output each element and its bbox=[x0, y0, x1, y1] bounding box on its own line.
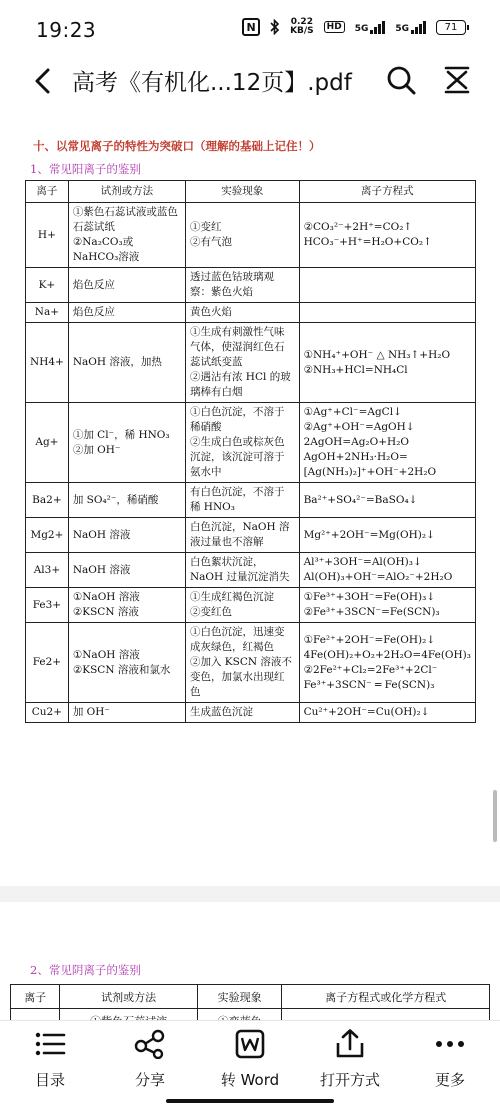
subsection-heading-cations: 1、常见阳离子的鉴别 bbox=[30, 162, 141, 176]
equation-line: ②Fe³⁺+3SCN⁻=Fe(SCN)₃ bbox=[303, 606, 440, 618]
ion-cell: Mg2+ bbox=[26, 518, 69, 553]
phenomenon-cell bbox=[185, 323, 299, 403]
equation-line: ②NH₃+HCl=NH₄Cl bbox=[303, 363, 408, 376]
header-equation: 离子方程式或化学方程式 bbox=[282, 985, 490, 1009]
search-icon[interactable] bbox=[385, 64, 417, 96]
reagent-line: ①NaOH 溶液 bbox=[72, 648, 140, 661]
phenomenon-cell bbox=[185, 518, 299, 553]
toolbar-label: 分享 bbox=[134, 1071, 165, 1089]
phenomenon-line: ②加入 KSCN 溶液不变色，加氯水出现红色 bbox=[189, 656, 292, 698]
phenomenon-line: 黄色火焰 bbox=[189, 306, 232, 318]
equation-line: ②2Fe²⁺+Cl₂=2Fe³⁺+2Cl⁻ bbox=[303, 663, 438, 676]
cation-table bbox=[25, 180, 476, 723]
toolbar-open-with-button[interactable] bbox=[310, 1029, 390, 1090]
reagent-line: 加 SO₄²⁻，稀硝酸 bbox=[72, 493, 159, 506]
toolbar-label: 转 Word bbox=[220, 1071, 280, 1089]
equation-cell bbox=[299, 403, 475, 483]
pdf-page-1[interactable] bbox=[0, 106, 500, 886]
equation-line: 4Fe(OH)₂+O₂+2H₂O=4Fe(OH)₃ bbox=[303, 648, 471, 661]
status-time: 19:23 bbox=[36, 18, 97, 42]
word-icon bbox=[234, 1029, 266, 1059]
phenomenon-cell bbox=[185, 203, 299, 268]
section-heading: 十、以常见离子的特性为突破口（理解的基础上记住！） bbox=[33, 139, 321, 153]
reagent-line: 焰色反应 bbox=[72, 278, 115, 291]
equation-line: ①Ag⁺+Cl⁻=AgCl↓ bbox=[303, 406, 402, 418]
ion-cell: Ag+ bbox=[26, 403, 69, 483]
back-icon[interactable] bbox=[30, 64, 58, 98]
subsection-heading-anions: 2、常见阴离子的鉴别 bbox=[30, 963, 141, 977]
reagent-line: NaOH 溶液 bbox=[72, 528, 131, 541]
equation-line: HCO₃⁻+H⁺=H₂O+CO₂↑ bbox=[303, 236, 432, 248]
reagent-line: ①紫色石蕊试液或蓝色石蕊试纸 bbox=[72, 206, 178, 233]
table-row bbox=[26, 553, 476, 588]
equation-cell bbox=[299, 203, 475, 268]
equation-line: ①Fe³⁺+3OH⁻=Fe(OH)₃↓ bbox=[303, 591, 436, 603]
more-icon bbox=[434, 1029, 466, 1059]
phenomenon-cell bbox=[185, 553, 299, 588]
phenomenon-line: 有白色沉淀，不溶于稀 HNO₃ bbox=[189, 486, 285, 513]
status-icons bbox=[242, 18, 466, 36]
phenomenon-line: ①生成有刺激性气味气体，使湿润红色石蕊试纸变蓝 bbox=[189, 326, 285, 368]
reagent-line: NaOH 溶液 bbox=[72, 563, 131, 576]
ion-cell: Fe2+ bbox=[26, 623, 69, 703]
hd-icon: HD bbox=[324, 21, 345, 33]
home-indicator[interactable] bbox=[166, 1099, 334, 1103]
phenomenon-line: 白色沉淀，NaOH 溶液过量也不溶解 bbox=[189, 521, 290, 548]
title-bar bbox=[0, 56, 500, 106]
equation-line: ①NH₄⁺+OH⁻ △ NH₃↑+H₂O bbox=[303, 348, 451, 361]
phenomenon-line: 生成蓝色沉淀 bbox=[189, 706, 253, 718]
equation-line: Fe³⁺+3SCN⁻ ═ Fe(SCN)₃ bbox=[303, 678, 435, 691]
toolbar-toc-button[interactable] bbox=[10, 1029, 90, 1090]
equation-line: Al(OH)₃+OH⁻=AlO₂⁻+2H₂O bbox=[303, 571, 453, 583]
table-row bbox=[26, 403, 476, 483]
list-icon bbox=[34, 1029, 66, 1059]
signal-icon-1: 5G bbox=[355, 21, 386, 34]
table-row bbox=[26, 323, 476, 403]
equation-line: AgOH+2NH₃·H₂O= bbox=[303, 451, 408, 463]
ion-cell: NH4+ bbox=[26, 323, 69, 403]
equation-line: [Ag(NH₃)₂]⁺+OH⁻+2H₂O bbox=[303, 466, 437, 478]
phenomenon-line: ①白色沉淀，不溶于稀硝酸 bbox=[189, 406, 285, 433]
toolbar-to-word-button[interactable] bbox=[210, 1029, 290, 1090]
fullscreen-icon[interactable] bbox=[442, 64, 472, 96]
header-reagent: 试剂或方法 bbox=[68, 181, 185, 203]
equation-cell bbox=[299, 483, 475, 518]
reagent-cell bbox=[68, 303, 185, 323]
equation-cell bbox=[299, 323, 475, 403]
network-speed: 0.22 KB/S bbox=[290, 17, 314, 36]
table-row bbox=[26, 483, 476, 518]
phenomenon-line: ②遇沾有浓 HCl 的玻璃棒有白烟 bbox=[189, 371, 291, 398]
equation-line: 2AgOH=Ag₂O+H₂O bbox=[303, 436, 410, 448]
ion-cell: Fe3+ bbox=[26, 588, 69, 623]
toolbar-label: 打开方式 bbox=[319, 1071, 380, 1089]
table-header-row bbox=[26, 181, 476, 203]
reagent-cell bbox=[68, 323, 185, 403]
equation-line: Al³⁺+3OH⁻=Al(OH)₃↓ bbox=[303, 556, 422, 568]
reagent-line: ②KSCN 溶液 bbox=[72, 606, 139, 618]
bluetooth-icon bbox=[270, 19, 280, 35]
signal-icon-2: 5G bbox=[395, 21, 426, 34]
phenomenon-cell bbox=[185, 268, 299, 303]
header-phenomenon: 实验现象 bbox=[185, 181, 299, 203]
toolbar-label: 更多 bbox=[434, 1071, 465, 1089]
reagent-cell bbox=[68, 268, 185, 303]
reagent-line: ②KSCN 溶液和氯水 bbox=[72, 663, 171, 676]
reagent-line: 加 OH⁻ bbox=[72, 706, 110, 718]
header-ion: 离子 bbox=[26, 181, 69, 203]
open-with-icon bbox=[334, 1029, 366, 1059]
phenomenon-cell bbox=[185, 588, 299, 623]
equation-line: Cu²⁺+2OH⁻=Cu(OH)₂↓ bbox=[303, 706, 430, 718]
table-row bbox=[26, 623, 476, 703]
equation-cell bbox=[299, 268, 475, 303]
phenomenon-cell bbox=[185, 483, 299, 518]
reagent-cell bbox=[68, 203, 185, 268]
phenomenon-cell bbox=[185, 403, 299, 483]
scrollbar[interactable] bbox=[493, 790, 497, 842]
ion-cell: Al3+ bbox=[26, 553, 69, 588]
phenomenon-cell bbox=[185, 623, 299, 703]
status-bar bbox=[0, 0, 500, 56]
equation-line: Mg²⁺+2OH⁻=Mg(OH)₂↓ bbox=[303, 528, 435, 541]
ion-cell: Cu2+ bbox=[26, 703, 69, 723]
ion-cell: H+ bbox=[26, 203, 69, 268]
phenomenon-line: 白色絮状沉淀， NaOH 过量沉淀消失 bbox=[189, 556, 290, 583]
header-equation: 离子方程式 bbox=[299, 181, 475, 203]
table-row bbox=[26, 703, 476, 723]
equation-line: ②CO₃²⁻+2H⁺=CO₂↑ bbox=[303, 221, 413, 233]
phenomenon-cell bbox=[185, 703, 299, 723]
ion-cell: Na+ bbox=[26, 303, 69, 323]
reagent-line: ②加 OH⁻ bbox=[72, 443, 121, 456]
nfc-icon: N bbox=[242, 18, 260, 36]
header-phenomenon: 实验现象 bbox=[197, 985, 282, 1009]
equation-cell bbox=[299, 623, 475, 703]
battery-icon: 71 bbox=[436, 20, 466, 35]
equation-cell bbox=[299, 553, 475, 588]
reagent-line: 焰色反应 bbox=[72, 306, 115, 318]
reagent-cell bbox=[68, 553, 185, 588]
equation-line: ②Ag⁺+OH⁻=AgOH↓ bbox=[303, 421, 415, 433]
phenomenon-line: ②生成白色或棕灰色沉淀，该沉淀可溶于氨水中 bbox=[189, 436, 285, 478]
reagent-cell bbox=[68, 483, 185, 518]
reagent-line: NaOH 溶液，加热 bbox=[72, 356, 162, 368]
toolbar-more-button[interactable] bbox=[410, 1029, 490, 1090]
reagent-line: ②Na₂CO₃或 NaHCO₃溶液 bbox=[72, 236, 140, 263]
ion-cell: Ba2+ bbox=[26, 483, 69, 518]
reagent-cell bbox=[68, 623, 185, 703]
phenomenon-line: 透过蓝色钴玻璃观察：紫色火焰 bbox=[189, 271, 274, 298]
header-reagent: 试剂或方法 bbox=[60, 985, 197, 1009]
reagent-cell bbox=[68, 403, 185, 483]
reagent-cell bbox=[68, 588, 185, 623]
table-row bbox=[26, 518, 476, 553]
toolbar-label: 目录 bbox=[34, 1071, 65, 1089]
reagent-cell bbox=[68, 518, 185, 553]
table-row bbox=[26, 588, 476, 623]
reagent-cell bbox=[68, 703, 185, 723]
phenomenon-line: ①变红 bbox=[189, 221, 222, 233]
phenomenon-line: ②变红色 bbox=[189, 606, 232, 618]
document-title: 高考《有机化...12页】.pdf bbox=[72, 70, 352, 96]
equation-line: Ba²⁺+SO₄²⁻=BaSO₄↓ bbox=[303, 493, 418, 506]
equation-cell bbox=[299, 518, 475, 553]
table-row bbox=[26, 268, 476, 303]
phenomenon-line: ①白色沉淀，迅速变成灰绿色，红褐色 bbox=[189, 626, 285, 653]
share-icon bbox=[134, 1029, 166, 1059]
table-header-row bbox=[11, 985, 490, 1009]
equation-cell bbox=[299, 588, 475, 623]
reagent-line: ①加 Cl⁻，稀 HNO₃ bbox=[72, 428, 170, 441]
table-row bbox=[26, 203, 476, 268]
table-row bbox=[26, 303, 476, 323]
ion-cell: K+ bbox=[26, 268, 69, 303]
reagent-line: ①NaOH 溶液 bbox=[72, 591, 140, 603]
phenomenon-line: ①生成红褐色沉淀 bbox=[189, 591, 274, 603]
header-ion: 离子 bbox=[11, 985, 60, 1009]
equation-line: ①Fe²⁺+2OH⁻=Fe(OH)₂↓ bbox=[303, 633, 436, 646]
phenomenon-cell bbox=[185, 303, 299, 323]
equation-cell bbox=[299, 303, 475, 323]
equation-cell bbox=[299, 703, 475, 723]
toolbar-share-button[interactable] bbox=[110, 1029, 190, 1090]
phenomenon-line: ②有气泡 bbox=[189, 236, 232, 248]
pdf-page-2[interactable] bbox=[0, 902, 500, 1032]
bottom-toolbar bbox=[0, 1020, 500, 1106]
